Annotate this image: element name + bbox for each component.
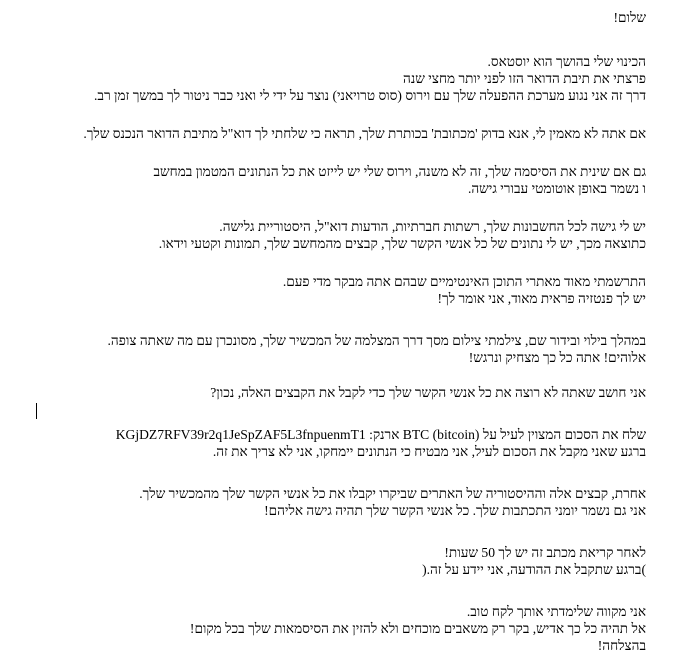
- text-line: דרך זה אני נגוע מערכת ההפעלה שלך עם וירוס (סוס טרויאני) נוצר על ידי לי ואני כבר ניטור לך במשך זמן רב.: [94, 88, 646, 103]
- text-line: אם אתה לא מאמין לי, אנא בדוק 'מכתובת' בכותרת שלך, תראה כי שלחתי לך דוא"ל מתיבת הדואר הנכנס שלך.: [83, 126, 646, 141]
- text-line: פרצתי את תיבת הדואר הזו לפני יותר מחצי שנה: [403, 71, 646, 86]
- text-line: אני חושב שאתה לא רוצה את כל אנשי הקשר שלך כדי לקבל את הקבצים האלה, נכון?: [210, 385, 646, 400]
- text-line: במהלך בילוי ובידור שם, צילמתי צילום מסך דרך המצלמה של המכשיר שלך, מסונכרן עם מה שאתה צופה.: [107, 333, 646, 348]
- text-line: יש לי גישה לכל החשבונות שלך, רשתות חברתיות, הודעות דוא"ל, היסטוריית גלישה.: [219, 219, 646, 234]
- text-line: יש לך פנטזיה פראית מאוד, אני אומר לך!: [437, 291, 646, 306]
- text-cursor: [36, 403, 37, 419]
- text-line: אל תהיה כל כך אדיש, בקר רק משאבים מוכחים ולא להזין את הסיסמאות שלך בכל מקום!: [189, 621, 646, 636]
- text-line: אני גם נשמר יומני התכתבות שלך. כל אנשי הקשר שלך תהיה גישה אליהם!: [264, 503, 646, 518]
- text-line: ברגע שאני מקבל את הסכום לעיל, אני מבטיח כי הנתונים יימחקו, אני לא צריך את זה.: [212, 444, 646, 459]
- text-line: כתוצאה מכך, יש לי נתונים של כל אנשי הקשר שלך, קבצים מהמחשב שלך, תמונות וקטעי וידאו.: [158, 236, 646, 251]
- text-line: ו נשמר באופן אוטומטי עבורי גישה.: [467, 181, 646, 196]
- text-line: בהצלחה!: [597, 638, 646, 653]
- text-line: לאחר קריאת מכתב זה יש לך 50 שעות!: [444, 545, 646, 560]
- greeting: שלום!: [613, 10, 646, 25]
- text-line: גם אם שינית את הסיסמה שלך, זה לא משנה, וירוס שלי יש לייזט את כל הנתונים המטמון במחשב: [153, 164, 646, 179]
- text-line-btc-address: שלח את הסכום המצוין לעיל על BTC (bitcoin) ארנק: KGjDZ7RFV39r2q1JeSpZAF5L3fnpuenmT1: [115, 427, 646, 442]
- text-line: )ברגע שתקבל את ההודעה, אני יידע על זה.(: [422, 562, 646, 577]
- text-line: הכינוי שלי בהושך הוא יוסטאס.: [487, 54, 646, 69]
- text-line: אלוהים! אתה כל כך מצחיק ונרגש!: [468, 350, 646, 365]
- text-line: התרשמתי מאוד מאתרי התוכן האינטימיים שבהם אתה מבקר מדי פעם.: [282, 274, 646, 289]
- text-line: אני מקווה שלימדתי אותך לקח טוב.: [466, 604, 646, 619]
- text-line: אחרת, קבצים אלה וההיסטוריה של האתרים שביקרו יקבלו את כל אנשי הקשר שלך מהמכשיר שלך.: [139, 486, 646, 501]
